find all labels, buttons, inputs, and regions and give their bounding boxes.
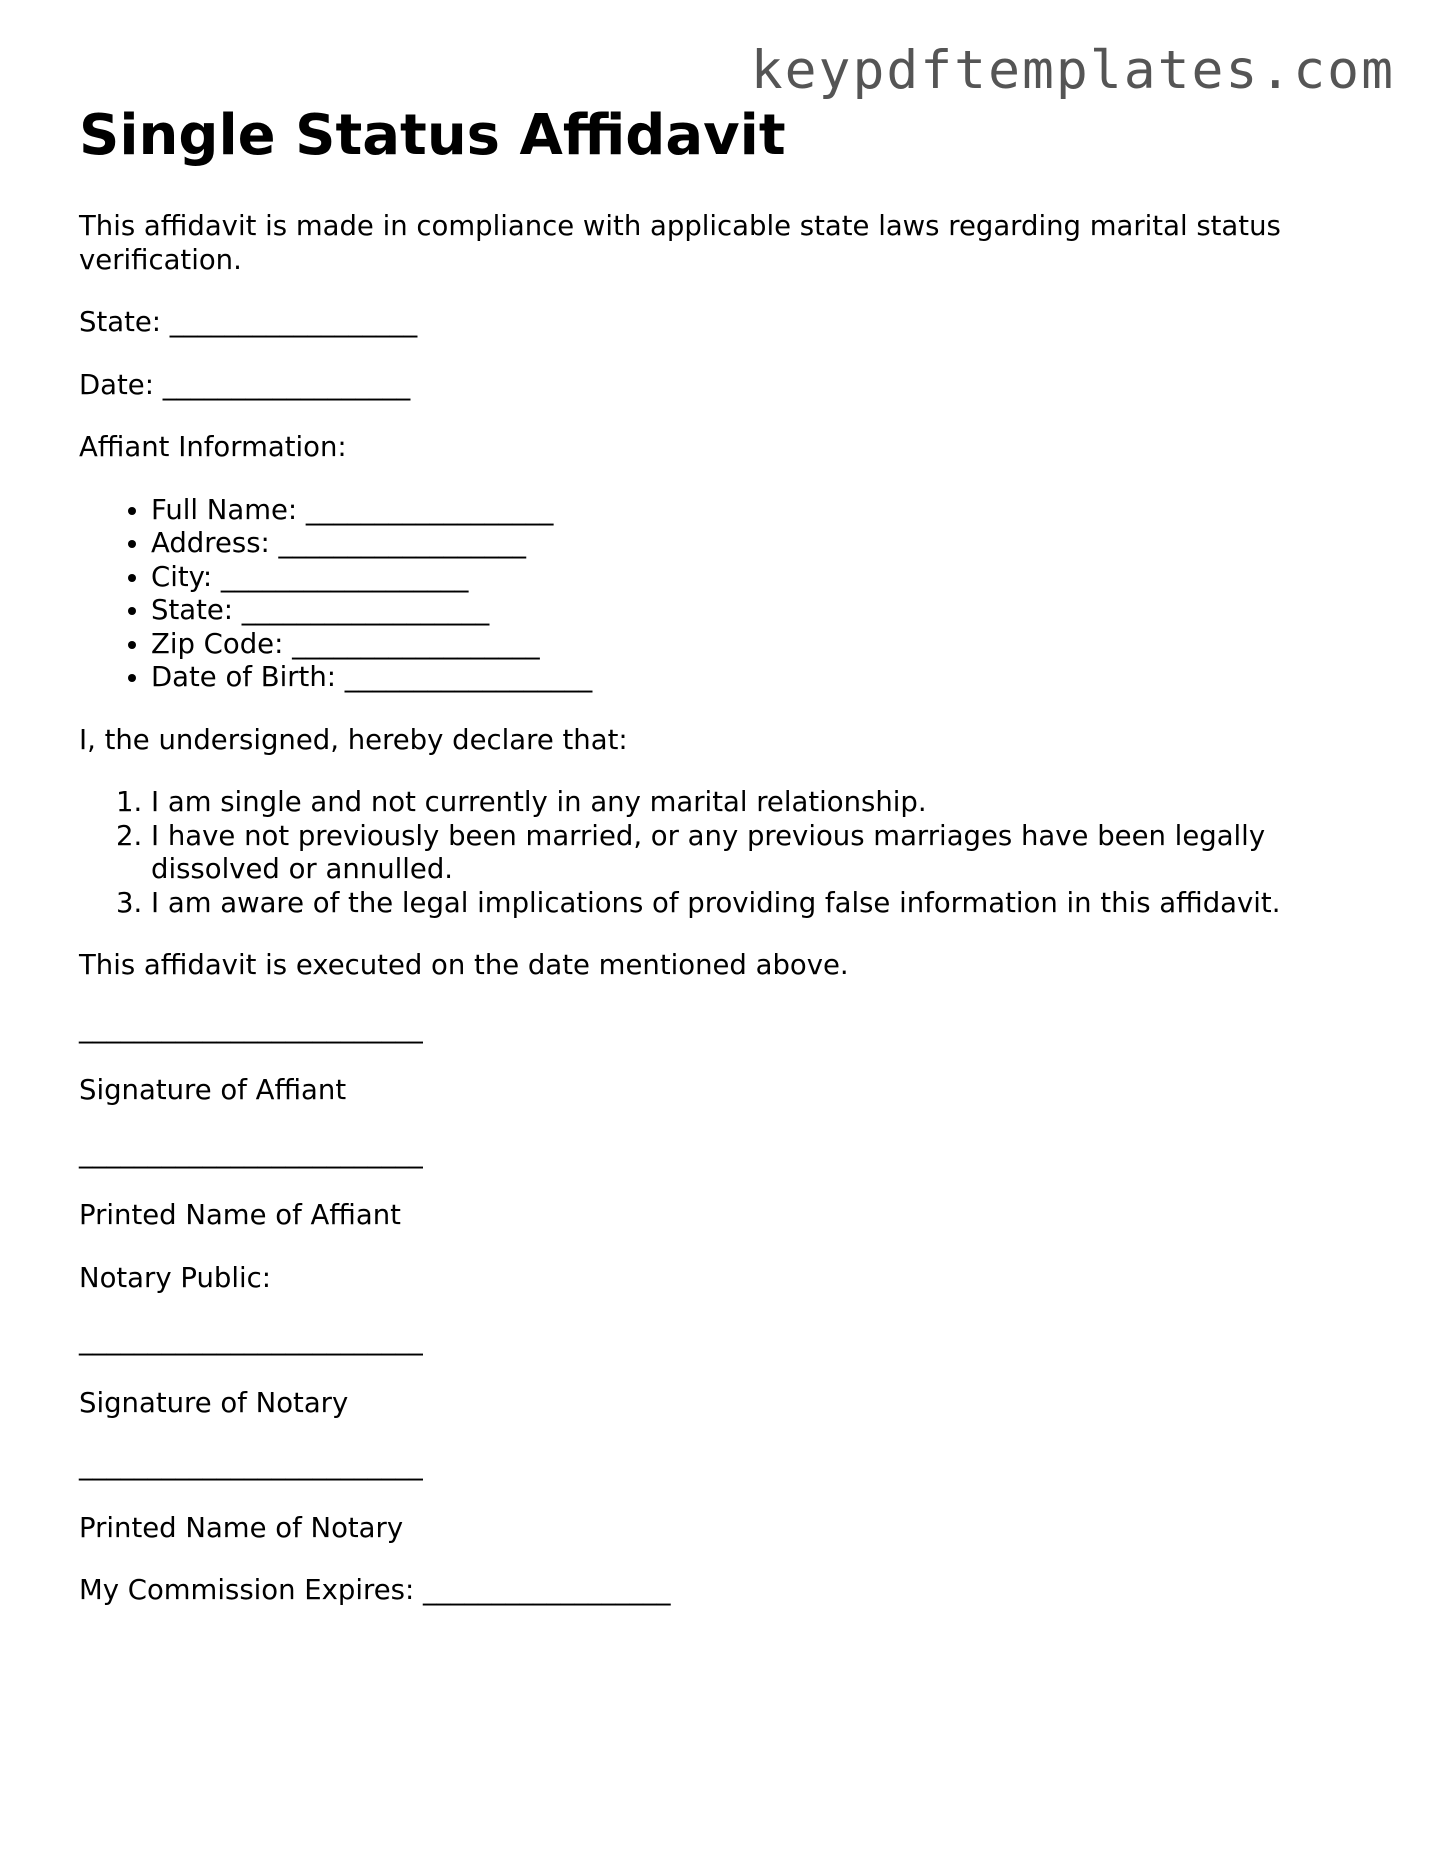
declaration-item: 2. I have not previously been married, or any previous marriages have been legally dissolved or annulled. (151, 820, 1379, 887)
affiant-info-heading: Affiant Information: (79, 431, 347, 463)
list-item-date-of-birth: • Date of Birth: __________________ (151, 661, 1379, 695)
list-item-zip-code: • Zip Code: __________________ (151, 628, 1379, 662)
declaration-item: 3. I am aware of the legal implications of providing false information in this affidavit. (151, 887, 1379, 921)
state-field: State: __________________ (79, 306, 418, 338)
declaration-list (79, 786, 1379, 920)
notary-signature-line: _________________________ (79, 1324, 423, 1356)
notary-signature-label: Signature of Notary (79, 1386, 349, 1419)
affiant-signature-line: _________________________ (79, 1011, 423, 1044)
list-item-address: • Address: __________________ (151, 527, 1379, 561)
list-item-city: • City: __________________ (151, 561, 1379, 595)
notary-printed-name-label: Printed Name of Notary (79, 1511, 404, 1544)
affiant-printed-name-label: Printed Name of Affiant (79, 1199, 401, 1231)
declaration-item: 1. I am single and not currently in any marital relationship. (151, 786, 1379, 820)
declaration-heading: I, the undersigned, hereby declare that: (79, 723, 628, 756)
list-item-state: • State: __________________ (151, 594, 1379, 628)
commission-expiry-field: My Commission Expires: __________________ (79, 1574, 671, 1606)
affiant-signature-label: Signature of Affiant (79, 1074, 347, 1106)
affiant-info-list (79, 494, 1379, 695)
notary-heading: Notary Public: (79, 1261, 272, 1294)
watermark-text: keypdftemplates.com (750, 40, 1395, 101)
list-item-full-name: • Full Name: __________________ (151, 494, 1379, 528)
document-body (79, 100, 1379, 1637)
affiant-printed-name-line: _________________________ (79, 1136, 423, 1169)
page-title: Single Status Affidavit (79, 103, 786, 168)
date-field: Date: __________________ (79, 368, 411, 401)
intro-paragraph: This affidavit is made in compliance with applicable state laws regarding marital status verification. (79, 210, 1281, 276)
notary-printed-name-line: _________________________ (79, 1449, 423, 1481)
execution-statement: This affidavit is executed on the date mentioned above. (79, 949, 849, 981)
